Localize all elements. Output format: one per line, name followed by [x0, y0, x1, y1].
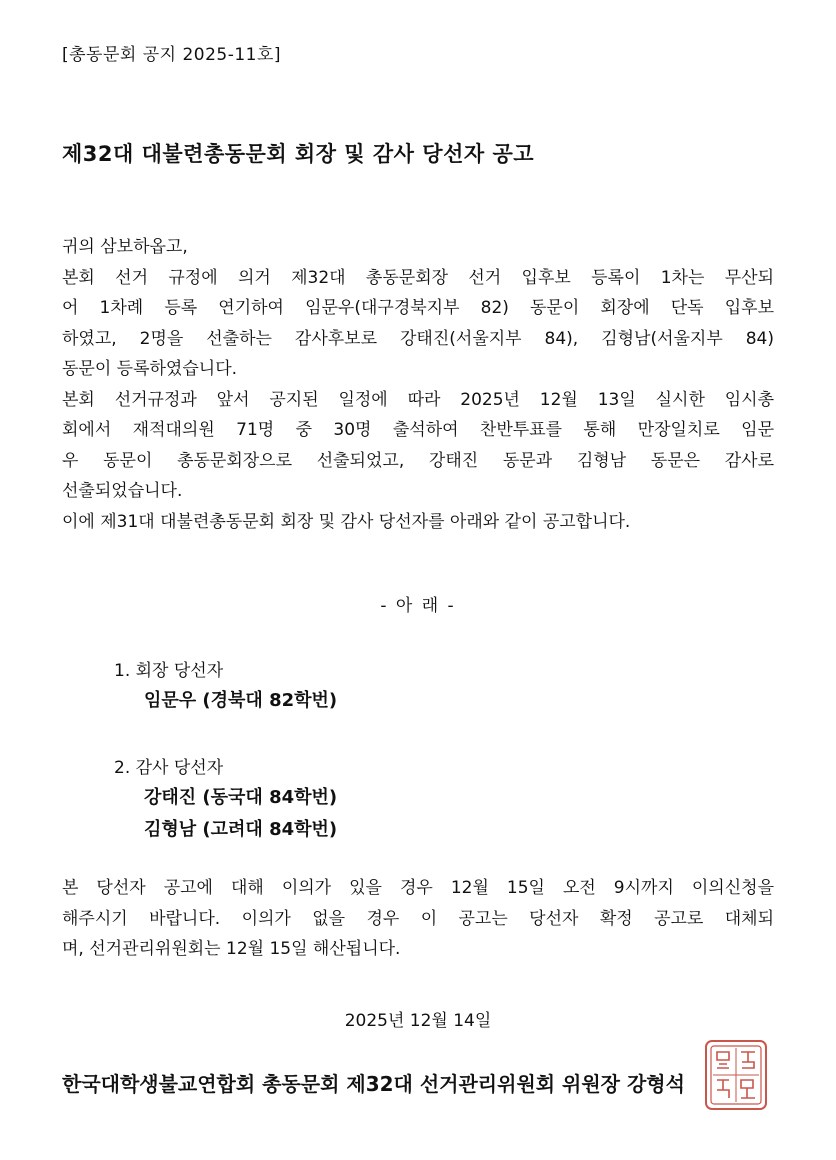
auditor-heading: 2. 감사 당선자	[114, 758, 224, 778]
auditor-elect-name: 김형남 (고려대 84학번)	[144, 819, 338, 840]
closing-line: 본 당선자 공고에 대해 이의가 있을 경우 12월 15일 오전 9시까지 이의신청을	[62, 878, 774, 898]
closing-text	[62, 873, 774, 965]
body-line: 우 동문이 총동문회장으로 선출되었고, 강태진 동문과 김형남 동문은 감사로	[62, 450, 774, 471]
body-line: 본회 선거규정과 앞서 공지된 일정에 따라 2025년 12월 13일 실시한 임시총	[62, 389, 774, 410]
body-line: 동문이 등록하였습니다.	[62, 359, 238, 379]
president-heading: 1. 회장 당선자	[114, 661, 224, 681]
body-line: 선출되었습니다.	[62, 481, 183, 501]
body-line: 귀의 삼보하옵고,	[62, 237, 188, 257]
body-line: 어 1차례 등록 연기하여 임문우(대구경북지부 82) 동문이 회장에 단독 입후보	[62, 298, 774, 318]
body-line: 회에서 재적대의원 71명 중 30명 출석하여 찬반투표를 통해 만장일치로 임문	[62, 420, 774, 440]
official-seal-icon	[703, 1038, 769, 1112]
auditor-elect-name: 강태진 (동국대 84학번)	[144, 787, 338, 808]
notice-date: 2025년 12월 14일	[344, 1011, 492, 1031]
body-text	[62, 232, 774, 537]
body-line: 하였고, 2명을 선출하는 감사후보로 강태진(서울지부 84), 김형남(서울지부 84)	[62, 328, 774, 349]
president-elect-name: 임문우 (경북대 82학번)	[144, 690, 338, 711]
closing-line: 며, 선거관리위원회는 12월 15일 해산됩니다.	[62, 939, 401, 959]
closing-line: 해주시기 바랍니다. 이의가 없을 경우 이 공고는 당선자 확정 공고로 대체되	[62, 908, 774, 929]
body-line: 본회 선거 규정에 의거 제32대 총동문회장 선거 입후보 등록이 1차는 무산되	[62, 267, 774, 288]
document-title: 제32대 대불련총동문회 회장 및 감사 당선자 공고	[62, 142, 535, 166]
signer-line: 한국대학생불교연합회 총동문회 제32대 선거관리위원회 위원장 강형석	[62, 1072, 685, 1096]
arae-heading: - 아 래 -	[380, 596, 456, 616]
notice-number: [총동문회 공지 2025-11호]	[62, 45, 282, 65]
body-line: 이에 제31대 대불련총동문회 회장 및 감사 당선자를 아래와 같이 공고합니다.	[62, 511, 631, 532]
